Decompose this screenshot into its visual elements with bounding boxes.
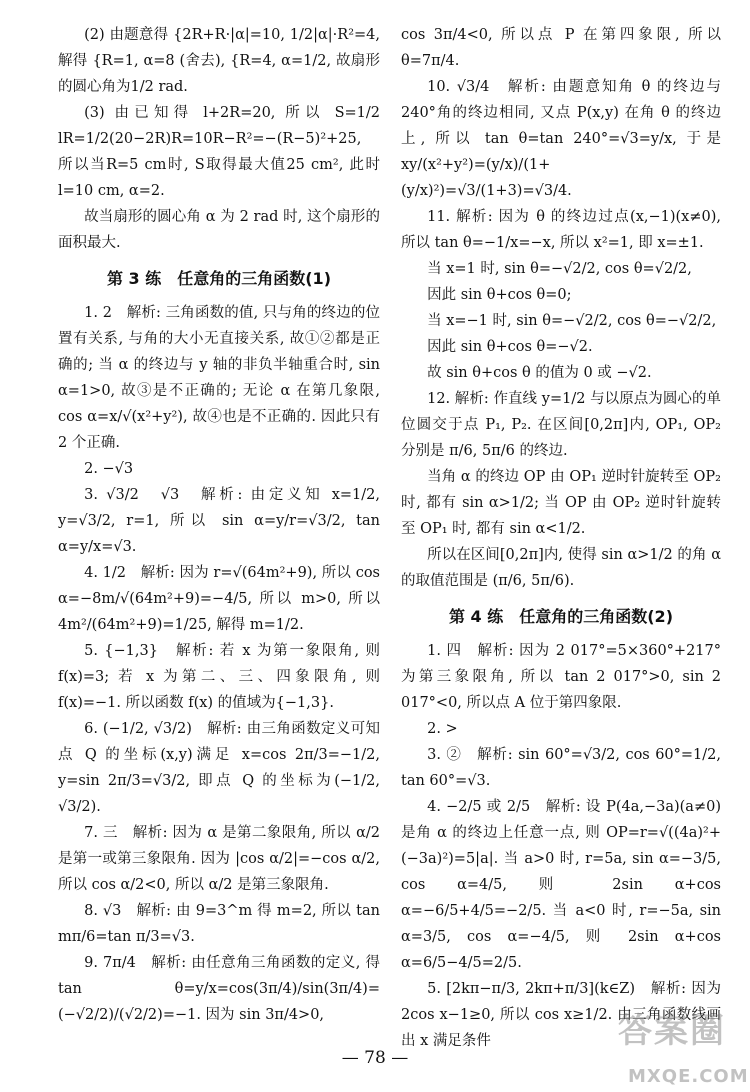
- watermark-logo: [610, 1011, 750, 1092]
- answer-item: 6. (−1/2, √3/2) 解析: 由三角函数定义可知点 Q 的坐标(x,y)满足 x=cos 2π/3=−1/2, y=sin 2π/3=√3/2, 即点 Q 的坐标为(−1/2, √3/2).: [58, 721, 380, 815]
- answer-item: 3. √3/2 √3 解析: 由定义知 x=1/2, y=√3/2, r=1, 所以 sin α=y/r=√3/2, tan α=y/x=√3.: [58, 487, 380, 555]
- answer-item: 9. 7π/4 解析: 由任意角三角函数的定义, 得 tan θ=y/x=cos(3π/4)/sin(3π/4)=(−√2/2)/(√2/2)=−1. 因为 sin 3π/4>0,: [58, 955, 380, 1023]
- left-column: [58, 22, 380, 1028]
- page-number: — 78 —: [341, 1048, 409, 1068]
- answer-line: 当 x=−1 时, sin θ=−√2/2, cos θ=−√2/2,: [427, 313, 717, 329]
- answer-item: 10. √3/4 解析: 由题意知角 θ 的终边与 240°角的终边相同, 又点 P(x,y) 在角 θ 的终边上, 所以 tan θ=tan 240°=√3=y/x, 于是 xy/(x²+y²)=(y/x)/(1+(y/x)²)=√3/(1+3)=√3/4.: [401, 79, 721, 199]
- answer-item: 2. −√3: [84, 461, 134, 477]
- answer-item: 5. {−1,3} 解析: 若 x 为第一象限角, 则 f(x)=3; 若 x 为第二、三、四象限角, 则 f(x)=−1. 所以函数 f(x) 的值域为{−1,3}.: [58, 643, 380, 711]
- answer-item: 2. >: [427, 721, 458, 737]
- watermark-text: 答案圈: [618, 1011, 726, 1051]
- answer-item: 12. 解析: 作直线 y=1/2 与以原点为圆心的单位圆交于点 P₁, P₂. 在区间[0,2π]内, OP₁, OP₂ 分别是 π/6, 5π/6 的终边.: [401, 391, 721, 459]
- answer-line: 故 sin θ+cos θ 的值为 0 或 −√2.: [427, 365, 652, 381]
- watermark-url: MXQE.COM: [628, 1066, 749, 1087]
- answer-item: 7. 三 解析: 因为 α 是第二象限角, 所以 α/2 是第一或第三象限角. 因为 |cos α/2|=−cos α/2, 所以 cos α/2<0, 所以 α/2 是第三象限角.: [58, 825, 380, 893]
- answer-line: 当 x=1 时, sin θ=−√2/2, cos θ=√2/2,: [427, 261, 692, 277]
- section-heading-4: 第 4 练 任意角的三角函数(2): [448, 607, 674, 626]
- answer-line: 因此 sin θ+cos θ=0;: [427, 287, 572, 303]
- answer-item: 11. 解析: 因为 θ 的终边过点(x,−1)(x≠0), 所以 tan θ=−1/x=−x, 所以 x²=1, 即 x=±1.: [401, 209, 721, 251]
- answer-item: 1. 2 解析: 三角函数的值, 只与角的终边的位置有关系, 与角的大小无直接关系, 故①②都是正确的; 当 α 的终边与 y 轴的非负半轴重合时, sin α=1>0, 故③是不正确的; 无论 α 在第几象限, cos α=x/√(x²+y²), 故④也是不正确的. 因此只有 2 个正确.: [58, 305, 380, 451]
- paragraph-sector-conclusion: 故当扇形的圆心角 α 为 2 rad 时, 这个扇形的面积最大.: [58, 209, 380, 251]
- answer-line: 所以在区间[0,2π]内, 使得 sin α>1/2 的角 α 的取值范围是 (π/6, 5π/6).: [401, 547, 721, 589]
- answer-item: 4. 1/2 解析: 因为 r=√(64m²+9), 所以 cos α=−8m/√(64m²+9)=−4/5, 所以 m>0, 所以 4m²/(64m²+9)=1/25, 解得 m=1/2.: [58, 565, 380, 633]
- answer-item: 8. √3 解析: 由 9=3^m 得 m=2, 所以 tan mπ/6=tan π/3=√3.: [58, 903, 380, 945]
- paragraph-continued: cos 3π/4<0, 所以点 P 在第四象限, 所以 θ=7π/4.: [401, 27, 721, 69]
- paragraph-sector-2: (2) 由题意得 {2R+R·|α|=10, 1/2|α|·R²=4, 解得 {R=1, α=8 (舍去), {R=4, α=1/2, 故扇形的圆心角为1/2 rad.: [58, 27, 380, 95]
- answer-item: 4. −2/5 或 2/5 解析: 设 P(4a,−3a)(a≠0) 是角 α 的终边上任意一点, 则 OP=r=√((4a)²+(−3a)²)=5|a|. 当 a>0 时, r=5a, sin α=−3/5, cos α=4/5, 则 2sin α+cos α=−6/5+4/5=−2/5. 当 a<0 时, r=−5a, sin α=3/5, cos α=−4/5, 则 2sin α+cos α=6/5−4/5=2/5.: [401, 799, 721, 971]
- answer-line: 因此 sin θ+cos θ=−√2.: [427, 339, 593, 355]
- answer-item: 1. 四 解析: 因为 2 017°=5×360°+217° 为第三象限角, 所以 tan 2 017°>0, sin 2 017°<0, 所以点 A 位于第四象限.: [401, 643, 721, 711]
- right-column: [401, 22, 721, 1054]
- answer-item: 3. ② 解析: sin 60°=√3/2, cos 60°=1/2, tan 60°=√3.: [401, 747, 721, 789]
- answer-item: 5. [2kπ−π/3, 2kπ+π/3](k∈Z) 解析: 因为 2cos x−1≥0, 所以 cos x≥1/2. 由三角函数线画出 x 满足条件: [401, 981, 721, 1049]
- section-heading-3: 第 3 练 任意角的三角函数(1): [106, 269, 332, 288]
- paragraph-sector-3: (3) 由已知得 l+2R=20, 所以 S=1/2 lR=1/2(20−2R)R=10R−R²=−(R−5)²+25, 所以当R=5 cm时, S取得最大值25 cm², 此时 l=10 cm, α=2.: [58, 105, 380, 199]
- answer-line: 当角 α 的终边 OP 由 OP₁ 逆时针旋转至 OP₂ 时, 都有 sin α>1/2; 当 OP 由 OP₂ 逆时针旋转至 OP₁ 时, 都有 sin α<1/2.: [401, 469, 721, 537]
